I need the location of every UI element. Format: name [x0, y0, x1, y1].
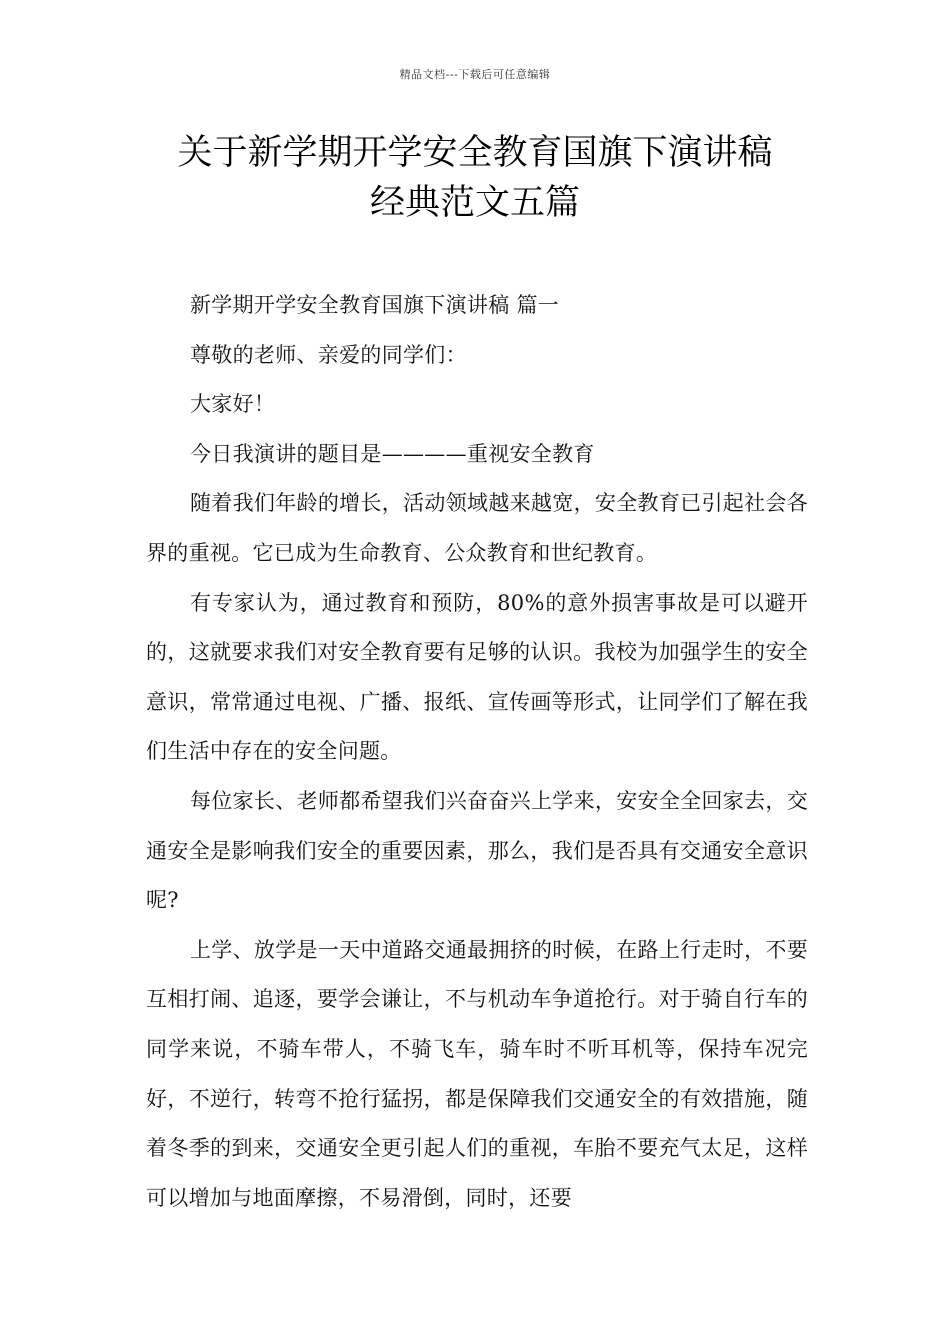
body-paragraph: 每位家长、老师都希望我们兴奋奋兴上学来，安安全全回家去，交通安全是影响我们安全的重要因素，那么，我们是否具有交通安全意识呢?	[146, 788, 808, 913]
document-body	[146, 281, 808, 1223]
document-title	[100, 128, 850, 228]
body-paragraph: 有专家认为，通过教育和预防，80%的意外损害事故是可以避开的，这就要求我们对安全教育要有足够的认识。我校为加强学生的安全意识，常常通过电视、广播、报纸、宣传画等形式，让同学们了解在我们生活中存在的安全问题。	[146, 590, 808, 764]
body-paragraph: 随着我们年龄的增长，活动领域越来越宽，安全教育已引起社会各界的重视。它已成为生命教育、公众教育和世纪教育。	[146, 491, 808, 565]
title-line-2: 经典范文五篇	[369, 183, 580, 223]
body-paragraph: 上学、放学是一天中道路交通最拥挤的时候，在路上行走时，不要互相打闹、追逐，要学会谦让，不与机动车争道抢行。对于骑自行车的同学来说，不骑车带人，不骑飞车，骑车时不听耳机等，保持车况完好，不逆行，转弯不抢行猛拐，都是保障我们交通安全的有效措施，随着冬季的到来，交通安全更引起人们的重视，车胎不要充气太足，这样可以增加与地面摩擦，不易滑倒，同时，还要	[146, 937, 808, 1210]
section-heading: 新学期开学安全教育国旗下演讲稿 篇一	[190, 293, 560, 317]
title-line-1: 关于新学期开学安全教育国旗下演讲稿	[177, 133, 773, 173]
salutation: 尊敬的老师、亲爱的同学们：	[190, 342, 467, 367]
greeting: 大家好！	[190, 392, 276, 417]
header-note: 精品文档---下载后可任意编辑	[399, 68, 551, 81]
speech-topic: 今日我演讲的题目是————重视安全教育	[190, 441, 595, 466]
